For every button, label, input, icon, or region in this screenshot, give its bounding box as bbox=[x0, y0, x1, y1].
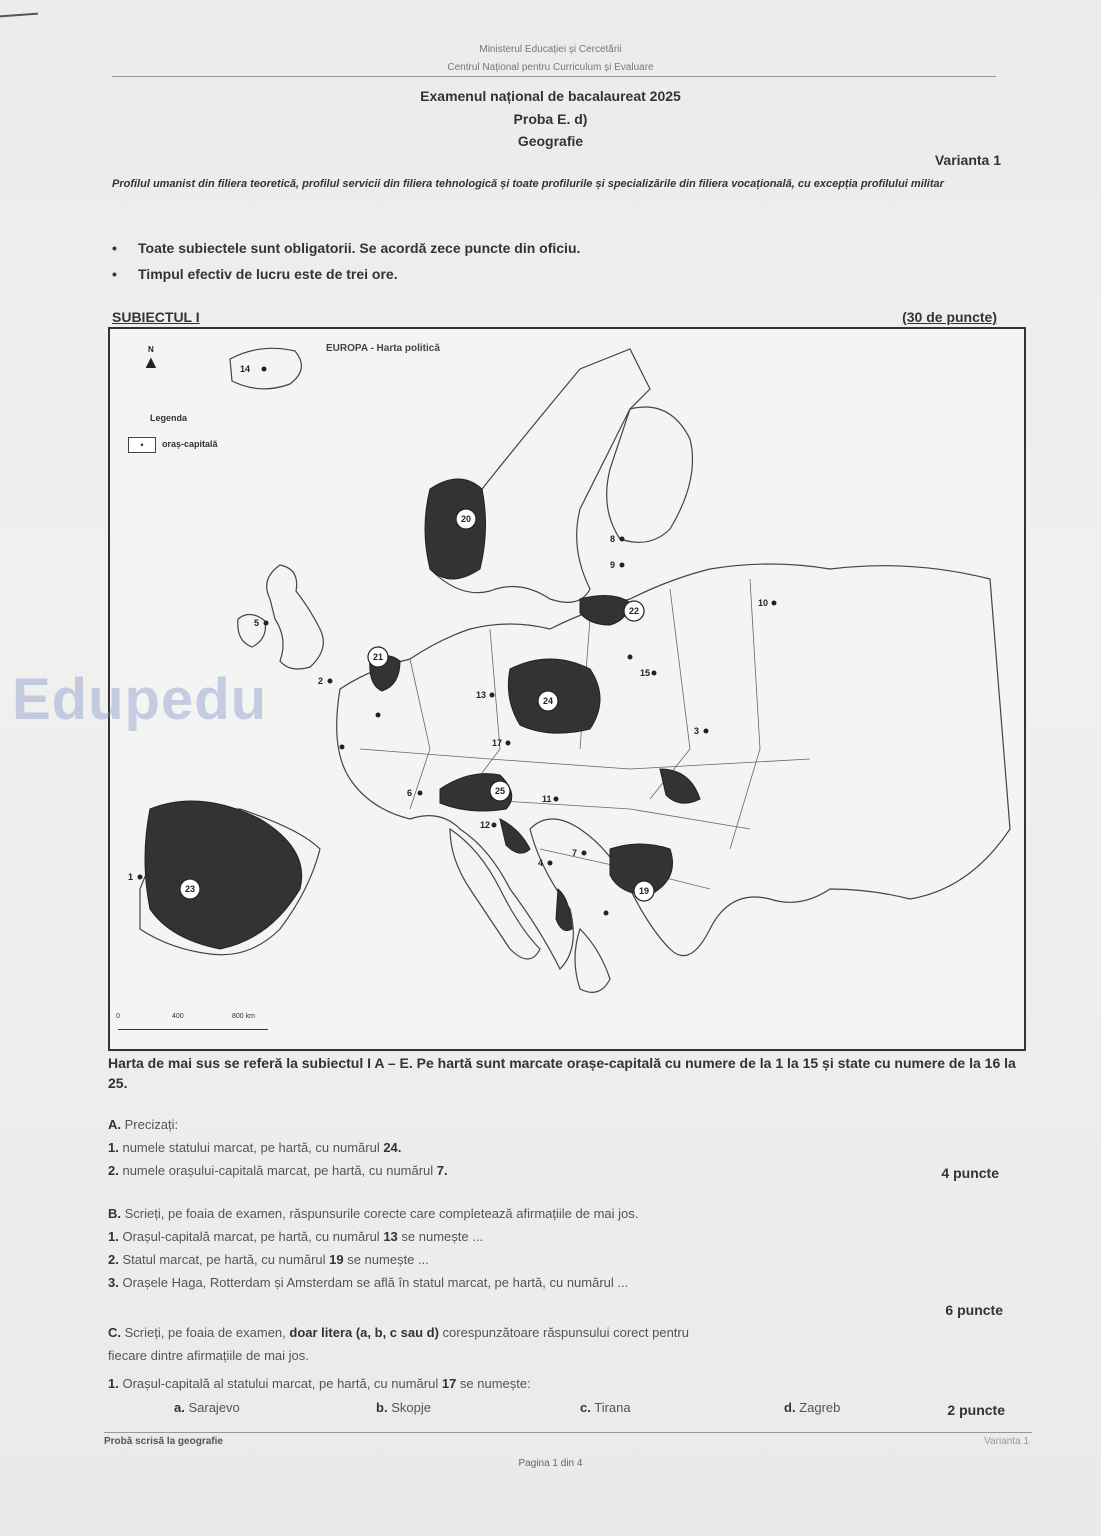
section-title: SUBIECTUL I bbox=[112, 309, 200, 325]
capital-label: 1 bbox=[128, 872, 134, 882]
option-d: d. Zagreb bbox=[784, 1400, 841, 1415]
option-a: a. Sarajevo bbox=[174, 1400, 240, 1415]
north-arrow-icon: N ▲ bbox=[142, 345, 160, 372]
state-label: 22 bbox=[628, 606, 640, 616]
part-b-intro: B. Scrieți, pe foaia de examen, răspunsurile corecte care completează afirmațiile de mai jos. bbox=[108, 1206, 639, 1221]
watermark-logo: Edupedu bbox=[12, 667, 268, 732]
option-b: b. Skopje bbox=[376, 1400, 431, 1415]
ministry-name: Ministerul Educației și Cercetării bbox=[479, 44, 622, 55]
state-label: 20 bbox=[460, 514, 472, 524]
instruction-item: • Toate subiectele sunt obligatorii. Se acordă zece puncte din oficiu. bbox=[112, 240, 581, 256]
part-b-item-3: 3. Orașele Haga, Rotterdam și Amsterdam se află în statul marcat, pe hartă, cu numărul ... bbox=[108, 1275, 629, 1290]
part-a-item-1: 1. numele statului marcat, pe hartă, cu numărul 24. bbox=[108, 1140, 402, 1155]
state-label: 25 bbox=[494, 786, 506, 796]
capital-label: 7 bbox=[572, 848, 578, 858]
state-18-shape bbox=[500, 819, 530, 853]
legend-title: Legenda bbox=[150, 413, 188, 423]
state-16-shape bbox=[660, 769, 700, 803]
map-scale-bar bbox=[118, 1023, 268, 1030]
part-a-item-2: 2. numele orașului-capitală marcat, pe hartă, cu numărul 7. bbox=[108, 1163, 448, 1178]
profile-statement: Profilul umanist din filiera teoretică, profilul servicii din filiera tehnologică și toate profilurile și specializările din filiera vocațională, cu excepția profilului militar bbox=[112, 178, 944, 190]
variant-label: Varianta 1 bbox=[934, 152, 1001, 168]
capital-label: 4 bbox=[538, 858, 544, 868]
page-number: Pagina 1 din 4 bbox=[518, 1458, 583, 1469]
state-label: 19 bbox=[638, 886, 650, 896]
state-label: 21 bbox=[372, 652, 384, 662]
state-label: 23 bbox=[184, 884, 196, 894]
capital-label: 3 bbox=[694, 726, 700, 736]
capital-label: 17 bbox=[492, 738, 503, 748]
option-c: c. Tirana bbox=[580, 1400, 631, 1415]
capital-label: 2 bbox=[318, 676, 324, 686]
capital-label: 13 bbox=[476, 690, 487, 700]
part-a-intro: A. Precizați: bbox=[108, 1117, 179, 1132]
capital-label: 9 bbox=[610, 560, 616, 570]
legend-capital-symbol: • bbox=[128, 437, 156, 453]
state-label: 24 bbox=[542, 696, 554, 706]
footer-left: Probă scrisă la geografie bbox=[104, 1436, 223, 1447]
header-divider bbox=[112, 76, 996, 77]
map-caption: Harta de mai sus se referă la subiectul I A – E. Pe hartă sunt marcate orașe-capitală cu numere de la 1 la 15 și state cu numere de la 16 la 25. bbox=[108, 1055, 1016, 1091]
scale-label-400: 400 bbox=[172, 1013, 184, 1020]
section-points: (30 de puncte) bbox=[902, 309, 997, 325]
capital-label: 8 bbox=[610, 534, 616, 544]
footer-right: Varianta 1 bbox=[984, 1436, 1029, 1447]
capital-label: 14 bbox=[240, 364, 251, 374]
capital-label: 12 bbox=[480, 820, 491, 830]
state-17-shape bbox=[556, 889, 572, 931]
part-c-intro-line2: fiecare dintre afirmațiile de mai jos. bbox=[108, 1348, 309, 1363]
center-name: Centrul Național pentru Curriculum și Evaluare bbox=[447, 62, 654, 73]
capital-label: 11 bbox=[542, 794, 552, 804]
page-corner-mark bbox=[0, 13, 38, 18]
map-title: EUROPA - Harta politică bbox=[326, 343, 440, 354]
capital-label: 10 bbox=[758, 598, 769, 608]
state-20-shape bbox=[425, 479, 486, 579]
footer-divider bbox=[104, 1432, 1032, 1433]
part-b-points: 6 puncte bbox=[945, 1302, 1003, 1318]
part-b-item-1: 1. Orașul-capitală marcat, pe hartă, cu numărul 13 se numește ... bbox=[108, 1229, 484, 1244]
part-c-item-1: 1. Orașul-capitală al statului marcat, pe hartă, cu numărul 17 se numește: bbox=[108, 1376, 531, 1391]
state-22-shape bbox=[580, 595, 628, 625]
part-b-item-2: 2. Statul marcat, pe hartă, cu numărul 19 se numește ... bbox=[108, 1252, 429, 1267]
instruction-item: • Timpul efectiv de lucru este de trei ore. bbox=[112, 266, 398, 282]
scale-label-800: 800 km bbox=[232, 1013, 255, 1020]
legend-capital-label: oraș-capitală bbox=[162, 439, 218, 449]
exam-test: Proba E. d) bbox=[513, 111, 588, 127]
part-c-points: 2 puncte bbox=[947, 1402, 1005, 1418]
country-borders bbox=[360, 579, 810, 889]
part-a-points: 4 puncte bbox=[941, 1165, 999, 1181]
exam-title: Examenul național de bacalaureat 2025 bbox=[420, 88, 681, 104]
capital-label: 5 bbox=[254, 618, 260, 628]
instructions-list bbox=[112, 240, 580, 292]
exam-subject: Geografie bbox=[517, 133, 584, 149]
capital-label: 15 bbox=[640, 668, 651, 678]
scale-label-0: 0 bbox=[116, 1013, 120, 1020]
part-c-intro: C. Scrieți, pe foaia de examen, doar litera (a, b, c sau d) corespunzătoare răspunsului corect pentru bbox=[108, 1325, 689, 1340]
capital-label: 6 bbox=[407, 788, 413, 798]
